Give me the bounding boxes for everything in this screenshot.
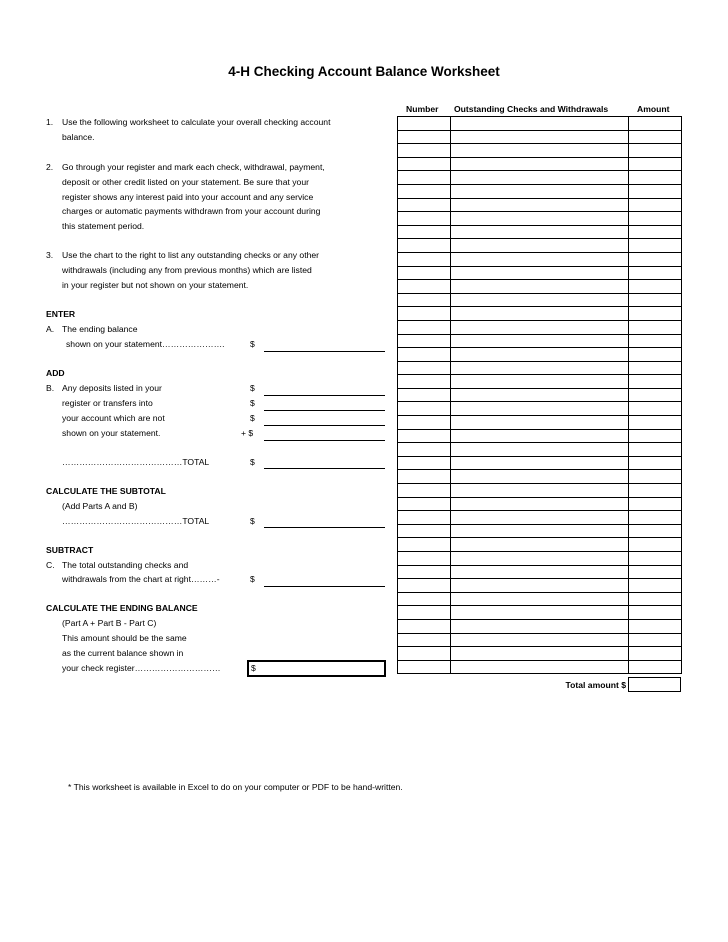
register-description-cell[interactable] bbox=[451, 619, 629, 633]
ending-dollar: $ bbox=[251, 663, 256, 673]
register-row bbox=[398, 388, 682, 402]
register-amount-cell[interactable] bbox=[629, 579, 682, 593]
register-amount-cell[interactable] bbox=[629, 266, 682, 280]
outstanding-total-field[interactable] bbox=[264, 586, 385, 587]
register-amount-cell[interactable] bbox=[629, 511, 682, 525]
register-amount-cell[interactable] bbox=[629, 606, 682, 620]
register-row bbox=[398, 198, 682, 212]
register-amount-cell[interactable] bbox=[629, 660, 682, 674]
register-amount-cell[interactable] bbox=[629, 552, 682, 566]
register-row bbox=[398, 375, 682, 389]
ending-line-2: This amount should be the same bbox=[62, 633, 187, 643]
register-row bbox=[398, 266, 682, 280]
add-total-dollar: $ bbox=[250, 457, 255, 467]
register-row bbox=[398, 429, 682, 443]
subtotal-field[interactable] bbox=[264, 527, 385, 528]
register-amount-cell[interactable] bbox=[629, 375, 682, 389]
register-amount-cell[interactable] bbox=[629, 212, 682, 226]
add-line-4: shown on your statement. bbox=[62, 428, 161, 438]
register-row bbox=[398, 647, 682, 661]
register-description-cell[interactable] bbox=[451, 307, 629, 321]
enter-dollar: $ bbox=[250, 339, 255, 349]
register-row bbox=[398, 320, 682, 334]
register-row bbox=[398, 130, 682, 144]
enter-line-1: The ending balance bbox=[62, 324, 138, 334]
register-amount-cell[interactable] bbox=[629, 592, 682, 606]
register-description-cell[interactable] bbox=[451, 470, 629, 484]
register-table bbox=[397, 116, 682, 674]
register-number-cell[interactable] bbox=[398, 117, 451, 131]
register-amount-cell[interactable] bbox=[629, 334, 682, 348]
register-description-cell[interactable] bbox=[451, 252, 629, 266]
subtract-line-1: The total outstanding checks and bbox=[62, 560, 189, 570]
instruction-3-line-2: withdrawals (including any from previous months) which are listed bbox=[62, 265, 312, 275]
register-row bbox=[398, 334, 682, 348]
register-amount-cell[interactable] bbox=[629, 293, 682, 307]
register-amount-cell[interactable] bbox=[629, 633, 682, 647]
register-row bbox=[398, 484, 682, 498]
register-amount-cell[interactable] bbox=[629, 320, 682, 334]
register-amount-cell[interactable] bbox=[629, 117, 682, 131]
add-dollar-4: + $ bbox=[241, 428, 254, 438]
add-dollar-2: $ bbox=[250, 398, 255, 408]
instruction-2-line-3: register shows any interest paid into your account and any service bbox=[62, 192, 314, 202]
register-amount-cell[interactable] bbox=[629, 130, 682, 144]
register-row bbox=[398, 511, 682, 525]
register-description-cell[interactable] bbox=[451, 402, 629, 416]
register-number-cell[interactable] bbox=[398, 348, 451, 362]
total-amount-field[interactable] bbox=[628, 677, 681, 692]
add-total-label: ……………………………………TOTAL bbox=[62, 457, 210, 467]
instruction-1-line-1: Use the following worksheet to calculate your overall checking account bbox=[62, 117, 331, 127]
register-amount-cell[interactable] bbox=[629, 361, 682, 375]
register-description-cell[interactable] bbox=[451, 293, 629, 307]
register-row bbox=[398, 157, 682, 171]
instruction-2-number: 2. bbox=[46, 162, 54, 172]
register-number-cell[interactable] bbox=[398, 212, 451, 226]
register-amount-cell[interactable] bbox=[629, 171, 682, 185]
register-description-cell[interactable] bbox=[451, 565, 629, 579]
register-number-cell[interactable] bbox=[398, 592, 451, 606]
register-amount-cell[interactable] bbox=[629, 402, 682, 416]
deposit-field-4[interactable] bbox=[264, 440, 385, 441]
register-description-cell[interactable] bbox=[451, 130, 629, 144]
register-row bbox=[398, 592, 682, 606]
register-description-cell[interactable] bbox=[451, 579, 629, 593]
subtract-heading: SUBTRACT bbox=[46, 545, 94, 555]
register-number-cell[interactable] bbox=[398, 225, 451, 239]
register-number-cell[interactable] bbox=[398, 334, 451, 348]
register-description-cell[interactable] bbox=[451, 538, 629, 552]
register-row bbox=[398, 402, 682, 416]
register-row bbox=[398, 144, 682, 158]
register-description-cell[interactable] bbox=[451, 239, 629, 253]
ending-line-4: your check register………………………… bbox=[62, 663, 221, 673]
register-description-cell[interactable] bbox=[451, 647, 629, 661]
register-row bbox=[398, 552, 682, 566]
instruction-3-number: 3. bbox=[46, 250, 54, 260]
subtotal-total-dollar: $ bbox=[250, 516, 255, 526]
register-amount-cell[interactable] bbox=[629, 144, 682, 158]
register-amount-cell[interactable] bbox=[629, 184, 682, 198]
register-amount-cell[interactable] bbox=[629, 198, 682, 212]
enter-letter: A. bbox=[46, 324, 55, 334]
register-description-cell[interactable] bbox=[451, 117, 629, 131]
register-number-cell[interactable] bbox=[398, 320, 451, 334]
register-number-cell[interactable] bbox=[398, 402, 451, 416]
register-amount-cell[interactable] bbox=[629, 388, 682, 402]
register-amount-cell[interactable] bbox=[629, 416, 682, 430]
register-row bbox=[398, 239, 682, 253]
instruction-3-line-3: in your register but not shown on your statement. bbox=[62, 280, 249, 290]
register-row bbox=[398, 280, 682, 294]
page-title: 4-H Checking Account Balance Worksheet bbox=[228, 64, 500, 79]
register-number-cell[interactable] bbox=[398, 579, 451, 593]
register-number-cell[interactable] bbox=[398, 647, 451, 661]
register-number-cell[interactable] bbox=[398, 443, 451, 457]
register-row bbox=[398, 293, 682, 307]
register-amount-cell[interactable] bbox=[629, 470, 682, 484]
register-row bbox=[398, 307, 682, 321]
register-number-cell[interactable] bbox=[398, 456, 451, 470]
register-row bbox=[398, 416, 682, 430]
register-amount-cell[interactable] bbox=[629, 429, 682, 443]
register-row bbox=[398, 456, 682, 470]
register-description-cell[interactable] bbox=[451, 361, 629, 375]
register-number-cell[interactable] bbox=[398, 144, 451, 158]
register-amount-cell[interactable] bbox=[629, 280, 682, 294]
register-description-cell[interactable] bbox=[451, 524, 629, 538]
register-row bbox=[398, 361, 682, 375]
register-header-number: Number bbox=[406, 104, 439, 114]
register-description-cell[interactable] bbox=[451, 388, 629, 402]
register-description-cell[interactable] bbox=[451, 606, 629, 620]
register-number-cell[interactable] bbox=[398, 565, 451, 579]
ending-line-1: (Part A + Part B - Part C) bbox=[62, 618, 157, 628]
register-row bbox=[398, 633, 682, 647]
register-row bbox=[398, 660, 682, 674]
register-number-cell[interactable] bbox=[398, 470, 451, 484]
register-description-cell[interactable] bbox=[451, 416, 629, 430]
register-number-cell[interactable] bbox=[398, 429, 451, 443]
instruction-1-line-2: balance. bbox=[62, 132, 95, 142]
register-description-cell[interactable] bbox=[451, 552, 629, 566]
register-row bbox=[398, 606, 682, 620]
register-number-cell[interactable] bbox=[398, 524, 451, 538]
deposit-field-2[interactable] bbox=[264, 410, 385, 411]
register-description-cell[interactable] bbox=[451, 348, 629, 362]
register-row bbox=[398, 171, 682, 185]
register-number-cell[interactable] bbox=[398, 497, 451, 511]
register-number-cell[interactable] bbox=[398, 660, 451, 674]
register-amount-cell[interactable] bbox=[629, 484, 682, 498]
footnote: * This worksheet is available in Excel to do on your computer or PDF to be hand-written. bbox=[68, 782, 403, 792]
register-amount-cell[interactable] bbox=[629, 225, 682, 239]
register-number-cell[interactable] bbox=[398, 130, 451, 144]
instruction-2-line-1: Go through your register and mark each check, withdrawal, payment, bbox=[62, 162, 325, 172]
total-amount-label: Total amount $ bbox=[565, 680, 626, 690]
register-description-cell[interactable] bbox=[451, 225, 629, 239]
instruction-2-line-5: this statement period. bbox=[62, 221, 145, 231]
register-number-cell[interactable] bbox=[398, 511, 451, 525]
register-row bbox=[398, 252, 682, 266]
register-number-cell[interactable] bbox=[398, 171, 451, 185]
register-number-cell[interactable] bbox=[398, 619, 451, 633]
register-row bbox=[398, 579, 682, 593]
register-header-amount: Amount bbox=[637, 104, 670, 114]
register-amount-cell[interactable] bbox=[629, 524, 682, 538]
register-description-cell[interactable] bbox=[451, 443, 629, 457]
register-row bbox=[398, 619, 682, 633]
add-letter: B. bbox=[46, 383, 55, 393]
register-row bbox=[398, 184, 682, 198]
add-dollar-1: $ bbox=[250, 383, 255, 393]
register-row bbox=[398, 565, 682, 579]
register-header-description: Outstanding Checks and Withdrawals bbox=[454, 104, 609, 114]
register-amount-cell[interactable] bbox=[629, 565, 682, 579]
ending-balance-field[interactable] bbox=[247, 660, 386, 677]
add-line-3: your account which are not bbox=[62, 413, 165, 423]
add-line-1: Any deposits listed in your bbox=[62, 383, 162, 393]
ending-heading: CALCULATE THE ENDING BALANCE bbox=[46, 603, 198, 613]
subtract-line-2: withdrawals from the chart at right………- bbox=[62, 574, 220, 584]
register-row bbox=[398, 212, 682, 226]
add-dollar-3: $ bbox=[250, 413, 255, 423]
register-description-cell[interactable] bbox=[451, 157, 629, 171]
register-number-cell[interactable] bbox=[398, 293, 451, 307]
register-amount-cell[interactable] bbox=[629, 456, 682, 470]
register-amount-cell[interactable] bbox=[629, 252, 682, 266]
deposit-field-3[interactable] bbox=[264, 425, 385, 426]
register-number-cell[interactable] bbox=[398, 388, 451, 402]
register-amount-cell[interactable] bbox=[629, 538, 682, 552]
register-number-cell[interactable] bbox=[398, 552, 451, 566]
subtract-dollar: $ bbox=[250, 574, 255, 584]
register-description-cell[interactable] bbox=[451, 212, 629, 226]
register-description-cell[interactable] bbox=[451, 429, 629, 443]
register-description-cell[interactable] bbox=[451, 633, 629, 647]
deposits-total-field[interactable] bbox=[264, 468, 385, 469]
register-row bbox=[398, 225, 682, 239]
register-description-cell[interactable] bbox=[451, 511, 629, 525]
register-row bbox=[398, 470, 682, 484]
deposit-field-1[interactable] bbox=[264, 395, 385, 396]
register-row bbox=[398, 348, 682, 362]
register-amount-cell[interactable] bbox=[629, 157, 682, 171]
register-description-cell[interactable] bbox=[451, 484, 629, 498]
enter-heading: ENTER bbox=[46, 309, 76, 319]
register-amount-cell[interactable] bbox=[629, 497, 682, 511]
register-row bbox=[398, 524, 682, 538]
register-number-cell[interactable] bbox=[398, 375, 451, 389]
instruction-3-line-1: Use the chart to the right to list any outstanding checks or any other bbox=[62, 250, 319, 260]
register-row bbox=[398, 497, 682, 511]
register-description-cell[interactable] bbox=[451, 184, 629, 198]
register-description-cell[interactable] bbox=[451, 375, 629, 389]
instruction-2-line-2: deposit or other credit listed on your statement. Be sure that your bbox=[62, 177, 309, 187]
add-heading: ADD bbox=[46, 368, 65, 378]
enter-line-2: shown on your statement…………………. bbox=[66, 339, 225, 349]
ending-statement-balance-field[interactable] bbox=[264, 351, 385, 352]
register-number-cell[interactable] bbox=[398, 484, 451, 498]
register-description-cell[interactable] bbox=[451, 320, 629, 334]
register-description-cell[interactable] bbox=[451, 497, 629, 511]
register-row bbox=[398, 117, 682, 131]
register-description-cell[interactable] bbox=[451, 198, 629, 212]
subtotal-total-label: ……………………………………TOTAL bbox=[62, 516, 210, 526]
register-description-cell[interactable] bbox=[451, 592, 629, 606]
register-number-cell[interactable] bbox=[398, 416, 451, 430]
register-description-cell[interactable] bbox=[451, 660, 629, 674]
register-amount-cell[interactable] bbox=[629, 348, 682, 362]
register-number-cell[interactable] bbox=[398, 307, 451, 321]
register-number-cell[interactable] bbox=[398, 538, 451, 552]
register-number-cell[interactable] bbox=[398, 361, 451, 375]
instruction-1-number: 1. bbox=[46, 117, 54, 127]
register-number-cell[interactable] bbox=[398, 606, 451, 620]
register-amount-cell[interactable] bbox=[629, 443, 682, 457]
register-amount-cell[interactable] bbox=[629, 647, 682, 661]
register-description-cell[interactable] bbox=[451, 171, 629, 185]
register-amount-cell[interactable] bbox=[629, 619, 682, 633]
register-description-cell[interactable] bbox=[451, 456, 629, 470]
register-number-cell[interactable] bbox=[398, 198, 451, 212]
register-amount-cell[interactable] bbox=[629, 239, 682, 253]
register-number-cell[interactable] bbox=[398, 252, 451, 266]
register-amount-cell[interactable] bbox=[629, 307, 682, 321]
subtotal-note: (Add Parts A and B) bbox=[62, 501, 138, 511]
add-line-2: register or transfers into bbox=[62, 398, 153, 408]
register-number-cell[interactable] bbox=[398, 633, 451, 647]
instruction-2-line-4: charges or automatic payments withdrawn from your account during bbox=[62, 206, 321, 216]
subtract-letter: C. bbox=[46, 560, 55, 570]
register-row bbox=[398, 538, 682, 552]
register-number-cell[interactable] bbox=[398, 157, 451, 171]
register-description-cell[interactable] bbox=[451, 144, 629, 158]
register-description-cell[interactable] bbox=[451, 266, 629, 280]
register-row bbox=[398, 443, 682, 457]
register-number-cell[interactable] bbox=[398, 184, 451, 198]
ending-line-3: as the current balance shown in bbox=[62, 648, 184, 658]
register-description-cell[interactable] bbox=[451, 280, 629, 294]
register-description-cell[interactable] bbox=[451, 334, 629, 348]
register-number-cell[interactable] bbox=[398, 266, 451, 280]
subtotal-heading: CALCULATE THE SUBTOTAL bbox=[46, 486, 166, 496]
register-number-cell[interactable] bbox=[398, 280, 451, 294]
register-number-cell[interactable] bbox=[398, 239, 451, 253]
